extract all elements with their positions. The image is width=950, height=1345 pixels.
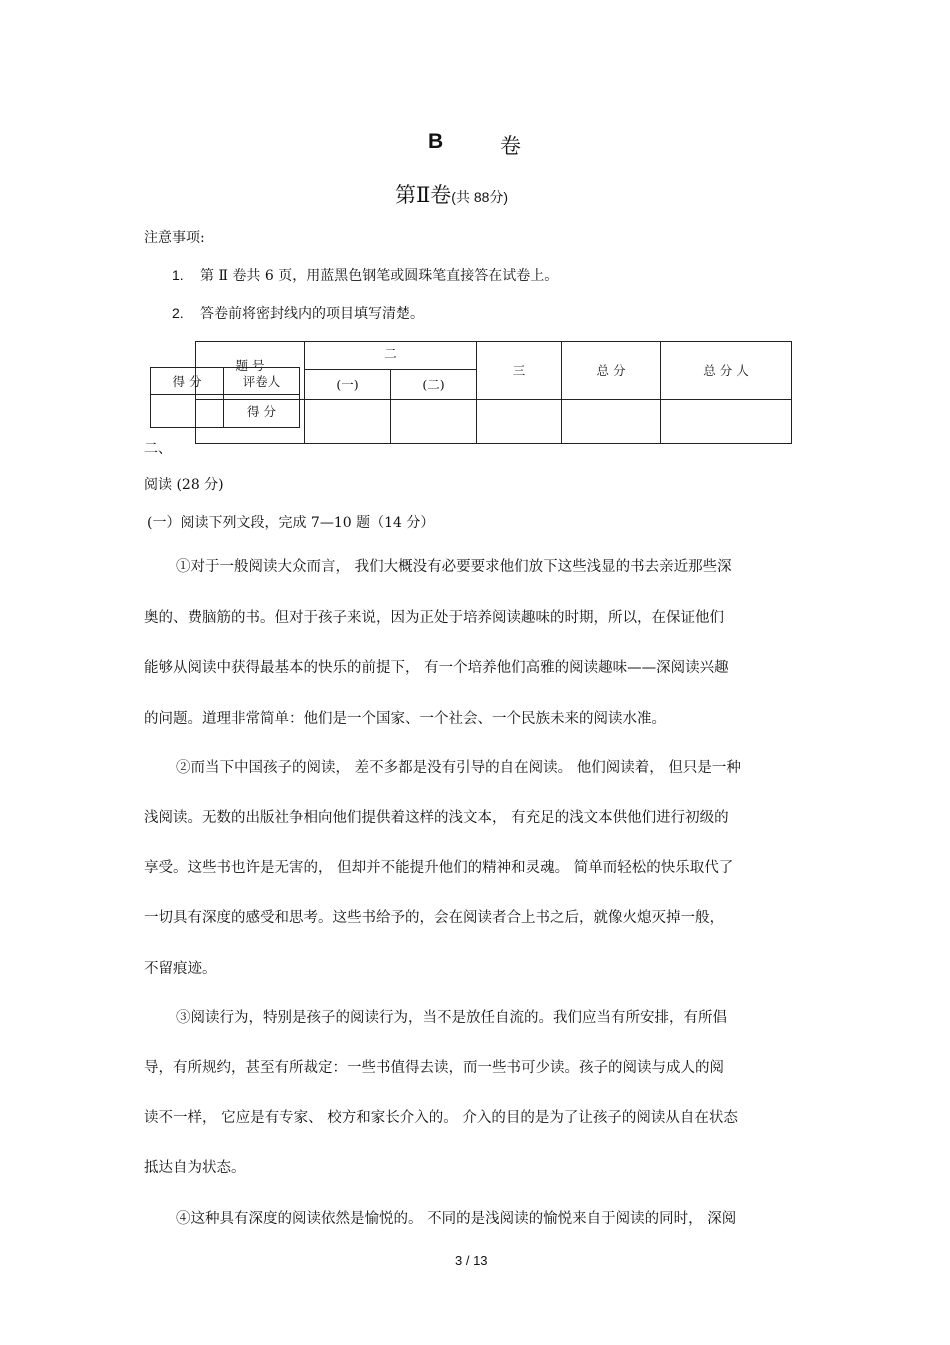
notice-item-number: 1. (172, 267, 184, 283)
er-2-header: (二) (391, 370, 477, 399)
subtitle-note: (共 88分) (451, 189, 509, 205)
paragraph-line: 不留痕迹。 (144, 961, 217, 977)
score-cell[interactable] (305, 399, 391, 443)
paragraph-line: 一切具有深度的感受和思考。这些书给予的，会在阅读者合上书之后，就像火熄灭掉一般， (144, 910, 724, 926)
tihao-header: 题 号 (196, 342, 305, 400)
paragraph-line: ④这种具有深度的阅读依然是愉悦的。 不同的是浅阅读的愉悦来自于阅读的同时， 深阅 (176, 1211, 737, 1227)
subtitle (395, 179, 508, 209)
notice-item-text: 第 Ⅱ 卷共 6 页，用蓝黑色钢笔或圆珠笔直接答在试卷上。 (200, 268, 559, 284)
paragraph-line: ③阅读行为，特别是孩子的阅读行为，当不是放任自流的。我们应当有所安排，有所倡 (176, 1010, 727, 1026)
paragraph-line: 享受。这些书也许是无害的， 但却并不能提升他们的精神和灵魂。 简单而轻松的快乐取代了 (144, 860, 734, 876)
zongfen-header: 总 分 (562, 342, 661, 400)
section-number: 二、 (144, 441, 172, 457)
san-header: 三 (477, 342, 562, 400)
notice-item-number: 2. (172, 305, 184, 321)
score-cell[interactable] (661, 399, 792, 443)
er-1-header: (一) (305, 370, 391, 399)
notice-item (172, 265, 558, 285)
grader-defen2-label: 得 分 (224, 395, 300, 428)
er-header: 二 (305, 342, 477, 370)
notice-item-text: 答卷前将密封线内的项目填写清楚。 (200, 306, 424, 322)
paragraph-line: 浅阅读。无数的出版社争相向他们提供着这样的浅文本， 有充足的浅文本供他们进行初级的 (144, 810, 729, 826)
page-number: 3 / 13 (455, 1253, 488, 1268)
grader-defen-label: 得 分 (151, 368, 224, 395)
score-cell[interactable] (562, 399, 661, 443)
paragraph-line: 奥的、费脑筋的书。但对于孩子来说，因为正处于培养阅读趣味的时期，所以，在保证他们 (144, 610, 724, 626)
paragraph-line: ②而当下中国孩子的阅读， 差不多都是没有引导的自在阅读。 他们阅读着， 但只是一种 (176, 760, 741, 776)
section-title: 阅读 (28 分) (144, 477, 224, 493)
grader-box (150, 367, 300, 428)
paragraph-line: 导，有所规约，甚至有所裁定：一些书值得去读，而一些书可少读。孩子的阅读与成人的阅 (144, 1060, 724, 1076)
grader-score-cell[interactable] (151, 395, 224, 428)
score-cell[interactable] (477, 399, 562, 443)
title-letter: B (428, 130, 444, 153)
grader-pingjuanren-label: 评卷人 (224, 368, 300, 395)
paragraph-line: 读不一样， 它应是有专家、 校方和家长介入的。 介入的目的是为了让孩子的阅读从自在状态 (144, 1110, 738, 1126)
score-cell[interactable] (391, 399, 477, 443)
subtitle-main: 第Ⅱ卷 (395, 183, 452, 207)
zongfenren-header: 总 分 人 (661, 342, 792, 400)
paragraph-line: 的问题。道理非常简单：他们是一个国家、一个社会、一个民族未来的阅读水准。 (144, 711, 666, 727)
title-juan: 卷 (500, 134, 521, 158)
paragraph-line: ①对于一般阅读大众而言， 我们大概没有必要要求他们放下这些浅显的书去亲近那些深 (176, 559, 732, 575)
notice-heading: 注意事项: (144, 230, 205, 246)
notice-item (172, 303, 424, 323)
section-sub: (一）阅读下列文段，完成 7—10 题（14 分） (147, 515, 435, 531)
paragraph-line: 能够从阅读中获得最基本的快乐的前提下， 有一个培养他们高雅的阅读趣味——深阅读兴趣 (144, 660, 729, 676)
paragraph-line: 抵达自为状态。 (144, 1160, 246, 1176)
